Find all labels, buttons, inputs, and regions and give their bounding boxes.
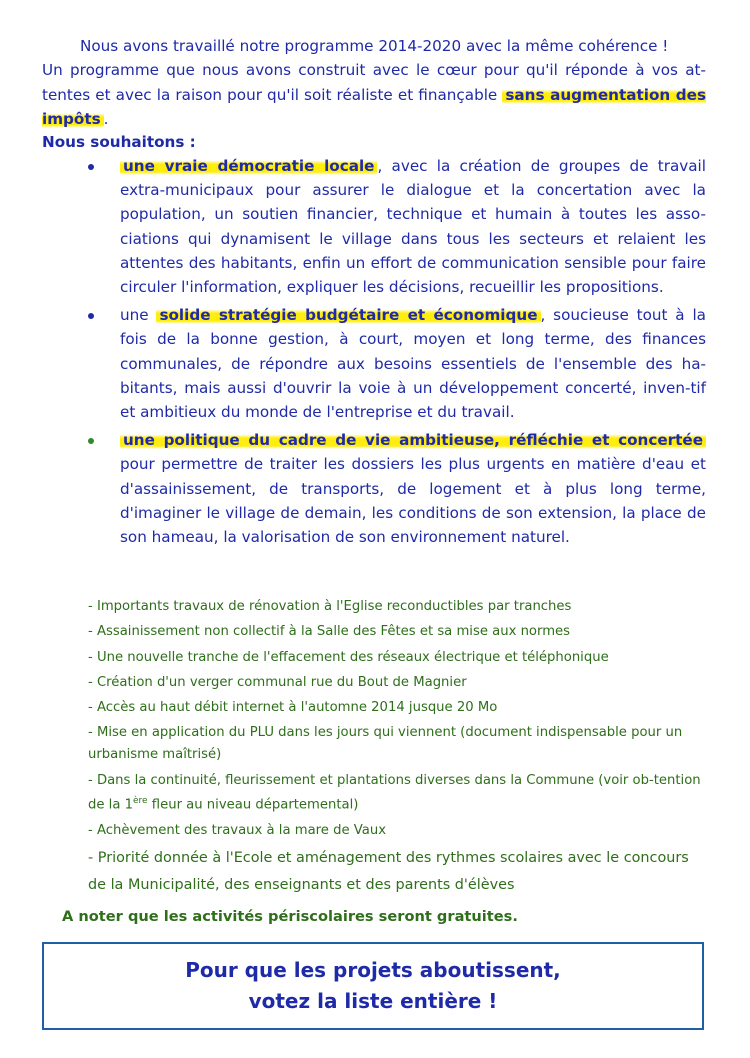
action-item: - Assainissement non collectif à la Salle des Fêtes et sa mise aux normes <box>88 624 571 640</box>
callout-box <box>42 942 704 1030</box>
action-item: - Achèvement des travaux à la mare de Vaux <box>88 823 387 839</box>
wish-prefix: une <box>120 306 157 325</box>
wish-item-cadre-de-vie <box>88 428 706 549</box>
wish-text: , avec la création de groupes de travail extra-municipaux pour assurer le dialogue et la concertation avec la population, un soutien financier, technique et humain à toutes les asso-ciations qui dynamisent le village dans tous les secteurs et relaient les attentes des habitants, enfin un effort de communication sensible pour faire circuler l'information, expliquer les décisions, recueillir les propositions. <box>120 157 706 297</box>
wish-text: , soucieuse tout à la fois de la bonne gestion, à court, moyen et long terme, des finances communales, de répondre aux besoins essentiels de l'ensemble des ha-bitants, mais aussi d'ouvrir la voie à un développement concerté, inven-tif et ambitieux du monde de l'entreprise et du travail. <box>120 306 706 422</box>
wish-text: pour permettre de traiter les dossiers les plus urgents en matière d'eau et d'assainissement, de transports, de logement et à plus long terme, d'imaginer le village de demain, les conditions de son extension, la place de son hameau, la valorisation de son environnement naturel. <box>120 455 706 547</box>
intro-text: Un programme que nous avons construit avec le cœur pour qu'il réponde à vos at-tentes et avec la raison pour qu'il soit réaliste et finançable <box>42 61 706 104</box>
souhaitons-heading: Nous souhaitons : <box>42 133 196 151</box>
wish-item-democratie <box>88 154 706 299</box>
action-item: - Importants travaux de rénovation à l'Eglise reconductibles par tranches <box>88 599 572 614</box>
fleurissement-end: fleur au niveau départemental) <box>147 797 359 813</box>
action-item: - Une nouvelle tranche de l'effacement des réseaux électrique et téléphonique <box>88 649 609 665</box>
fleurissement-sup: ère <box>133 796 148 807</box>
action-item: - Mise en application du PLU dans les jours qui viennent (document indispensable pour un urbanisme maîtrisé) <box>88 725 683 763</box>
intro-end: . <box>103 110 109 128</box>
actions-list <box>88 596 708 903</box>
action-item-fleurissement <box>88 770 708 817</box>
highlight-strategie: solide stratégie budgétaire et économique <box>156 306 540 324</box>
highlight-sans-augmentation: sans augmentation des impôts <box>42 85 706 128</box>
intro-paragraph <box>42 58 706 132</box>
fleurissement-text: - Dans la continuité, fleurissement et plantations diverses dans la Commune (voir ob-tention de la 1 <box>88 772 701 813</box>
bullet-icon <box>88 438 94 444</box>
wishes-list <box>88 154 706 549</box>
callout-line-1: Pour que les projets aboutissent, <box>185 958 561 982</box>
highlight-democratie: une vraie démocratie locale <box>120 157 377 175</box>
callout-line-2: votez la liste entière ! <box>248 989 498 1013</box>
bullet-icon <box>88 313 94 319</box>
note-periscolaire: A noter que les activités périscolaires seront gratuites. <box>62 908 518 925</box>
highlight-cadre-de-vie: une politique du cadre de vie ambitieuse, réfléchie et concertée <box>120 431 706 449</box>
bullet-icon <box>88 164 94 170</box>
action-item: - Accès au haut débit internet à l'automne 2014 jusque 20 Mo <box>88 700 498 716</box>
wish-item-strategie <box>88 303 706 424</box>
action-item: - Création d'un verger communal rue du Bout de Magnier <box>88 674 467 690</box>
intro-line-1: Nous avons travaillé notre programme 2014-2020 avec la même cohérence ! <box>80 37 669 55</box>
action-item-ecole: - Priorité donnée à l'Ecole et aménagement des rythmes scolaires avec le concours de la Municipalité, des enseignants et des parents d'élèves <box>88 850 689 894</box>
